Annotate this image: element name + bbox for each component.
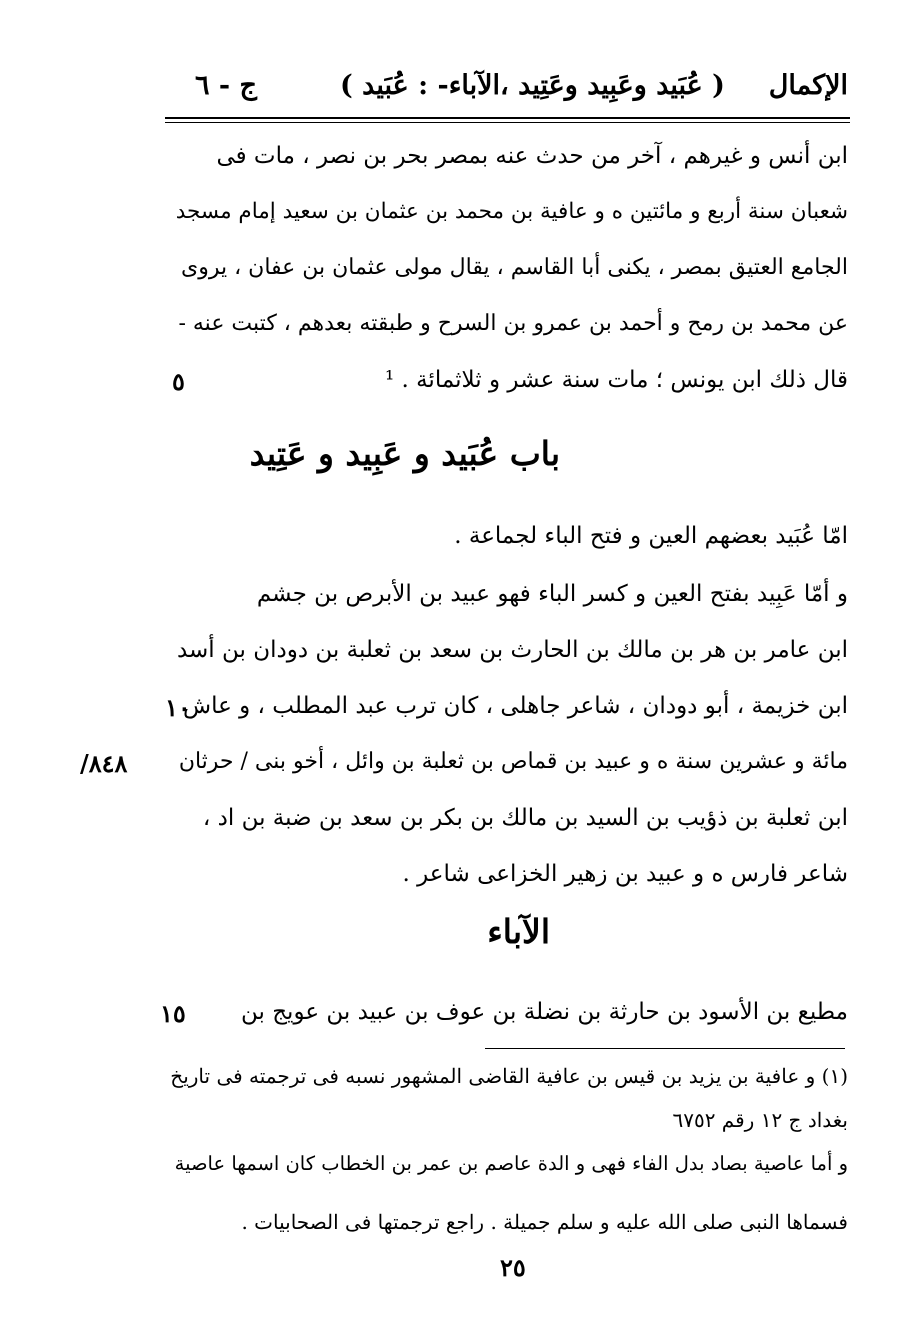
footnote-line-2: بغداد ج ١٢ رقم ٦٧٥٢ bbox=[672, 1108, 848, 1132]
page-number: ٢٥ bbox=[500, 1253, 526, 1282]
footnote-line-3: و أما عاصية بصاد بدل الفاء فهى و الدة عاصم بن عمر بن الخطاب كان اسمها عاصية bbox=[174, 1152, 848, 1175]
text-line-3: الجامع العتيق بمصر ، يكنى أبا القاسم ، يقال مولى عثمان بن عفان ، يروى bbox=[180, 255, 848, 280]
manuscript-folio-number: ٨٤٨/ bbox=[80, 749, 128, 778]
running-title-book: الإكمال bbox=[768, 70, 848, 101]
text-line-8: ابن عامر بن هر بن مالك بن الحارث بن سعد بن ثعلبة بن دودان بن أسد bbox=[176, 637, 848, 663]
line-number-5: ٥ bbox=[172, 367, 185, 396]
text-line-13: مطيع بن الأسود بن حارثة بن نضلة بن عوف بن عبيد بن عويج بن bbox=[240, 999, 848, 1025]
text-line-7: و أمّا عَبِيد بفتح العين و كسر الباء فهو عبيد بن الأبرص بن جشم bbox=[256, 581, 848, 607]
running-title-volume: ج - ٦ bbox=[195, 70, 257, 101]
header-rule-bottom bbox=[165, 122, 850, 123]
line-number-15: ١٥ bbox=[160, 999, 186, 1028]
text-line-2: شعبان سنة أربع و مائتين ه و عافية بن محمد بن عثمان بن سعيد إمام مسجد bbox=[175, 199, 848, 224]
text-line-4: عن محمد بن رمح و أحمد بن عمرو بن السرح و طبقته بعدهم ، كتبت عنه - bbox=[178, 311, 848, 336]
section-title-alaba: الآباء bbox=[487, 912, 550, 951]
text-line-10: مائة و عشرين سنة ه و عبيد بن قماص بن ثعلبة بن وائل ، أخو بنى / حرثان bbox=[178, 749, 848, 774]
text-line-1: ابن أنس و غيرهم ، آخر من حدث عنه بمصر بحر بن نصر ، مات فى bbox=[216, 143, 848, 169]
text-line-11: ابن ثعلبة بن ذؤيب بن السيد بن مالك بن بكر بن سعد بن ضبة بن اد ، bbox=[202, 805, 848, 831]
text-line-9: ابن خزيمة ، أبو دودان ، شاعر جاهلى ، كان ترب عبد المطلب ، و عاش bbox=[183, 693, 848, 719]
text-line-6: امّا عُبَيد بعضهم العين و فتح الباء لجماعة . bbox=[454, 523, 848, 549]
header-rule-top bbox=[165, 117, 850, 119]
running-title-subject: ( عُبَيد وعَبِيد وعَتِيد ،الآباء- : عُبَيد ) bbox=[340, 70, 725, 101]
text-line-12: شاعر فارس ه و عبيد بن زهير الخزاعى شاعر . bbox=[402, 861, 848, 887]
footnote-separator bbox=[485, 1048, 845, 1049]
line-number-10: ١٠ bbox=[165, 693, 191, 722]
section-title-abwab: باب عُبَيد و عَبِيد و عَتِيد bbox=[249, 434, 560, 473]
footnote-line-1: (١) و عافية بن يزيد بن قيس بن عافية القاضى المشهور نسبه فى ترجمته فى تاريخ bbox=[170, 1064, 848, 1088]
footnote-line-4: فسماها النبى صلى الله عليه و سلم جميلة . راجع ترجمتها فى الصحابيات . bbox=[241, 1210, 848, 1234]
text-line-5: قال ذلك ابن يونس ؛ مات سنة عشر و ثلاثمائة . ¹ bbox=[384, 367, 848, 393]
